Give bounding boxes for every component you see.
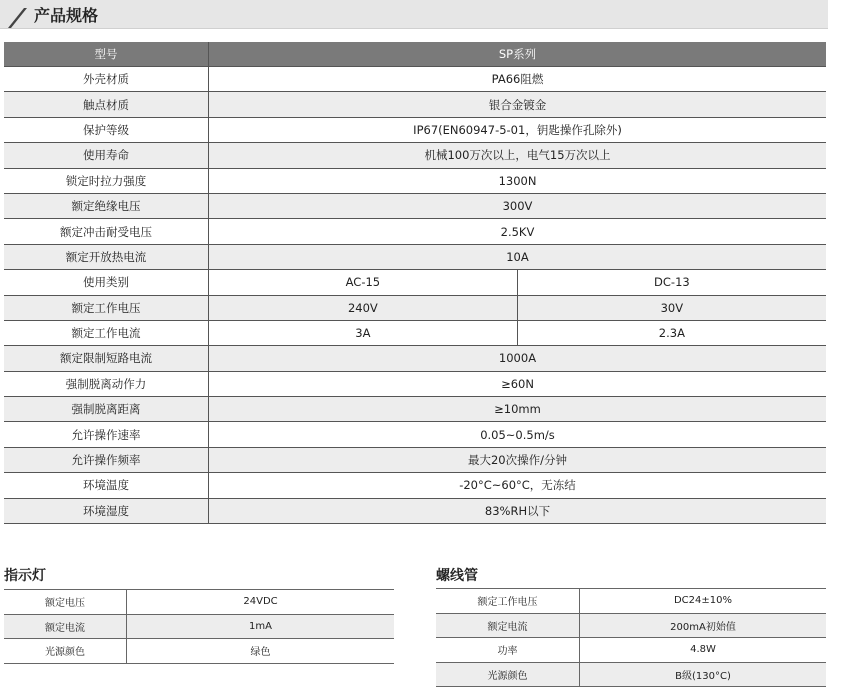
table-row — [4, 397, 826, 422]
table-row — [4, 92, 826, 117]
row-value: DC24±10% — [580, 589, 827, 614]
row-value: 机械100万次以上，电气15万次以上 — [209, 143, 827, 168]
table-row — [4, 422, 826, 447]
row-value-dc: 2.3A — [517, 320, 826, 345]
row-value: ≥60N — [209, 371, 827, 396]
row-value: 200mA初始值 — [580, 613, 827, 638]
row-label: 触点材质 — [4, 92, 209, 117]
header-label: 型号 — [4, 42, 209, 67]
row-value: 2.5KV — [209, 219, 827, 244]
row-value-ac: AC-15 — [209, 270, 518, 295]
row-label: 额定电流 — [436, 613, 580, 638]
row-label: 额定限制短路电流 — [4, 346, 209, 371]
row-label: 光源颜色 — [4, 639, 127, 664]
table-row — [4, 614, 394, 639]
row-label: 额定工作电压 — [436, 589, 580, 614]
table-row — [4, 193, 826, 218]
row-label: 锁定时拉力强度 — [4, 168, 209, 193]
row-label: 允许操作频率 — [4, 447, 209, 472]
row-value: 绿色 — [127, 639, 395, 664]
table-row — [4, 143, 826, 168]
row-value: ≥10mm — [209, 397, 827, 422]
row-value: 10A — [209, 244, 827, 269]
row-label: 额定电流 — [4, 614, 127, 639]
row-label: 额定工作电压 — [4, 295, 209, 320]
row-value: 1300N — [209, 168, 827, 193]
table-row — [4, 295, 826, 320]
table-row — [4, 67, 826, 92]
table-row — [4, 346, 826, 371]
row-value: 83%RH以下 — [209, 498, 827, 523]
table-row — [436, 589, 826, 614]
row-value: 1000A — [209, 346, 827, 371]
row-label: 外壳材质 — [4, 67, 209, 92]
row-label: 允许操作速率 — [4, 422, 209, 447]
table-row — [4, 498, 826, 523]
row-label: 额定开放热电流 — [4, 244, 209, 269]
table-row — [4, 590, 394, 615]
solenoid-table — [436, 588, 826, 687]
row-value-ac: 3A — [209, 320, 518, 345]
row-label: 强制脱离距离 — [4, 397, 209, 422]
row-label: 使用寿命 — [4, 143, 209, 168]
table-row — [436, 662, 826, 687]
row-value: -20°C~60°C，无冻结 — [209, 473, 827, 498]
spec-table — [4, 42, 826, 524]
row-label: 额定绝缘电压 — [4, 193, 209, 218]
row-label: 额定冲击耐受电压 — [4, 219, 209, 244]
row-value: PA66阻燃 — [209, 67, 827, 92]
row-value-ac: 240V — [209, 295, 518, 320]
row-value: B级(130°C) — [580, 662, 827, 687]
table-row — [4, 244, 826, 269]
spec-table-header — [4, 42, 826, 67]
table-row — [4, 371, 826, 396]
row-label: 光源颜色 — [436, 662, 580, 687]
table-row — [4, 320, 826, 345]
row-label: 保护等级 — [4, 117, 209, 142]
row-label: 环境湿度 — [4, 498, 209, 523]
solenoid-title: 螺线管 — [436, 568, 478, 584]
row-value: 0.05~0.5m/s — [209, 422, 827, 447]
indicator-title: 指示灯 — [4, 568, 46, 584]
row-value: 1mA — [127, 614, 395, 639]
table-row — [4, 270, 826, 295]
table-row — [4, 447, 826, 472]
table-row — [4, 639, 394, 664]
row-label: 功率 — [436, 638, 580, 663]
row-label: 额定电压 — [4, 590, 127, 615]
indicator-table — [4, 589, 394, 664]
row-value: 24VDC — [127, 590, 395, 615]
table-row — [4, 219, 826, 244]
table-row — [4, 117, 826, 142]
slash-decoration-icon — [0, 0, 30, 28]
row-value: 300V — [209, 193, 827, 218]
table-row — [4, 473, 826, 498]
row-value: 4.8W — [580, 638, 827, 663]
header-value: SP系列 — [209, 42, 827, 67]
row-value: 最大20次操作/分钟 — [209, 447, 827, 472]
table-row — [436, 638, 826, 663]
table-row — [436, 613, 826, 638]
row-value: 银合金镀金 — [209, 92, 827, 117]
row-label: 环境温度 — [4, 473, 209, 498]
row-value: IP67(EN60947-5-01，钥匙操作孔除外) — [209, 117, 827, 142]
row-label: 使用类别 — [4, 270, 209, 295]
row-value-dc: DC-13 — [517, 270, 826, 295]
row-label: 强制脱离动作力 — [4, 371, 209, 396]
row-label: 额定工作电流 — [4, 320, 209, 345]
row-value-dc: 30V — [517, 295, 826, 320]
section-header — [0, 0, 828, 29]
table-row — [4, 168, 826, 193]
section-title: 产品规格 — [34, 6, 99, 25]
